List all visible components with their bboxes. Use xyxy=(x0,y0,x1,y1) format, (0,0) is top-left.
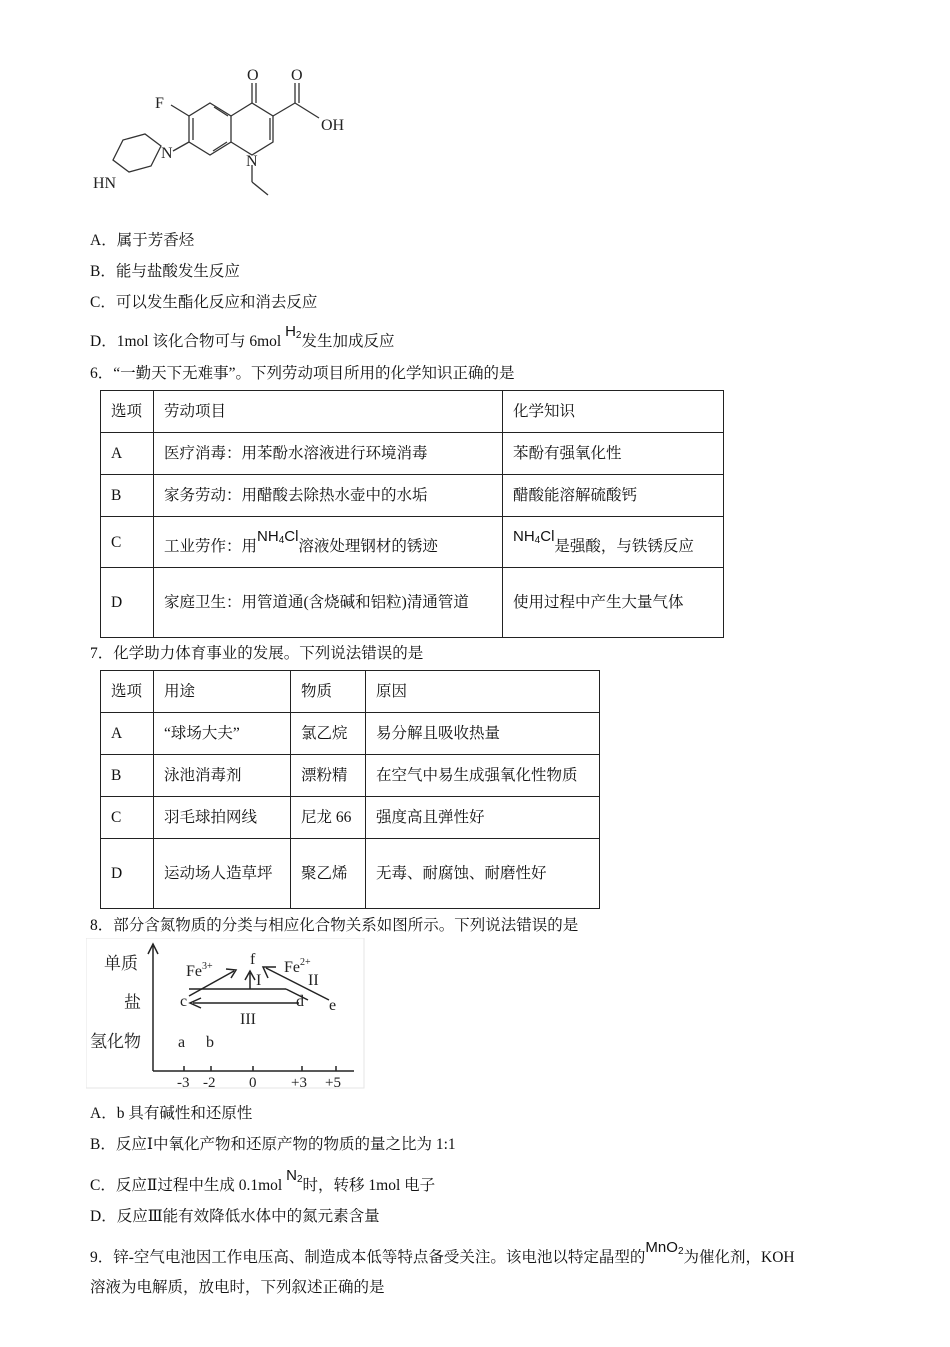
table-row xyxy=(101,713,600,755)
header-cell: 劳动项目 xyxy=(154,391,503,433)
q9-question-line-2: 溶液为电解质，放电时，下列叙述正确的是 xyxy=(90,1279,385,1296)
cell-option: C xyxy=(101,517,154,568)
option-text-suffix: 发生加成反应 xyxy=(301,333,395,350)
q5-option-c xyxy=(90,290,317,312)
reaction-2-label: II xyxy=(308,972,319,989)
cell-substance: 氯乙烷 xyxy=(291,713,366,755)
cell-option: D xyxy=(101,839,154,909)
question-text: 9．锌-空气电池因工作电压高、制造成本低等特点备受关注。该电池以特定晶型的 xyxy=(90,1249,646,1266)
option-letter: A． xyxy=(90,1105,117,1122)
y-label-hydride: 氢化物 xyxy=(90,1032,141,1051)
point-b: b xyxy=(206,1034,214,1051)
option-letter: C． xyxy=(90,294,116,311)
q8-option-b xyxy=(90,1132,456,1154)
fluorine-label: F xyxy=(155,95,164,112)
piperazine-nh-label: HN xyxy=(93,175,117,192)
header-cell: 选项 xyxy=(101,391,154,433)
table-header-row xyxy=(101,391,724,433)
cell-item: 家庭卫生：用管道通(含烧碱和铝粒)清通管道 xyxy=(154,568,503,638)
x-tick-label: +3 xyxy=(291,1075,307,1090)
point-d: d xyxy=(296,993,304,1010)
table-header-row xyxy=(101,671,600,713)
q7-table xyxy=(100,670,600,909)
table-row xyxy=(101,755,600,797)
cell-option: A xyxy=(101,433,154,475)
header-cell: 用途 xyxy=(154,671,291,713)
q6-table xyxy=(100,390,724,638)
option-letter: B． xyxy=(90,1136,116,1153)
q8-option-c xyxy=(90,1167,436,1195)
cell-knowledge: 醋酸能溶解硫酸钙 xyxy=(503,475,724,517)
cell-option: D xyxy=(101,568,154,638)
cell-reason: 强度高且弹性好 xyxy=(366,797,600,839)
mno2-formula: MnO$_2$ xyxy=(645,1239,684,1257)
cell-use: 泳池消毒剂 xyxy=(154,755,291,797)
option-text: 能与盐酸发生反应 xyxy=(115,263,240,280)
acid-o-label: O xyxy=(291,67,303,84)
option-text: 可以发生酯化反应和消去反应 xyxy=(115,294,318,311)
cell-substance: 尼龙 66 xyxy=(291,797,366,839)
cell-knowledge: 苯酚有强氧化性 xyxy=(503,433,724,475)
cell-use: “球场大夫” xyxy=(154,713,291,755)
x-tick-label: +5 xyxy=(325,1075,341,1090)
header-cell: 原因 xyxy=(366,671,600,713)
quinolone-n-label: N xyxy=(246,153,258,170)
y-label-salt: 盐 xyxy=(124,993,141,1012)
q7-question: 7．化学助力体育事业的发展。下列说法错误的是 xyxy=(90,645,424,662)
q9-question-line-1 xyxy=(90,1239,795,1267)
q8-question: 8．部分含氮物质的分类与相应化合物关系如图所示。下列说法错误的是 xyxy=(90,917,579,934)
nh4cl-formula: $NH_4Cl$ xyxy=(513,527,555,546)
reaction-3-label: III xyxy=(240,1011,256,1028)
table-row xyxy=(101,517,724,568)
cell-use: 羽毛球拍网线 xyxy=(154,797,291,839)
x-tick-label: -2 xyxy=(203,1075,216,1090)
cell-option: B xyxy=(101,475,154,517)
cell-item: 工业劳作：用$NH_4Cl$溶液处理钢材的锈迹 xyxy=(154,517,503,568)
option-text: 反应Ⅰ中氧化产物和还原产物的物质的量之比为 1:1 xyxy=(115,1136,456,1153)
option-text: 1mol 该化合物可与 6mol xyxy=(116,333,282,350)
cell-use: 运动场人造草坪 xyxy=(154,839,291,909)
table-row xyxy=(101,433,724,475)
option-text-suffix: 时，转移 1mol 电子 xyxy=(302,1177,436,1194)
cell-option: B xyxy=(101,755,154,797)
ketone-o-label: O xyxy=(247,67,259,84)
y-label-element: 单质 xyxy=(104,954,138,973)
piperazine-n-label: N xyxy=(161,145,173,162)
point-f: f xyxy=(250,951,256,968)
option-letter: C． xyxy=(90,1177,116,1194)
question-text-suffix: 为催化剂，KOH xyxy=(683,1249,795,1266)
molecule-structure xyxy=(85,60,370,210)
point-e: e xyxy=(329,997,337,1014)
cell-substance: 漂粉精 xyxy=(291,755,366,797)
table-row xyxy=(101,839,600,909)
fe2-label: $Fe^{2+}$ xyxy=(284,957,311,976)
option-text: 反应Ⅱ过程中生成 0.1mol xyxy=(115,1177,283,1194)
fe3-label: $Fe^{3+}$ xyxy=(186,961,213,980)
option-text: 反应Ⅲ能有效降低水体中的氮元素含量 xyxy=(116,1208,380,1225)
cell-item: 医疗消毒：用苯酚水溶液进行环境消毒 xyxy=(154,433,503,475)
nitrogen-valence-diagram xyxy=(86,938,366,1090)
cell-item: 家务劳动：用醋酸去除热水壶中的水垢 xyxy=(154,475,503,517)
option-text: b 具有碱性和还原性 xyxy=(116,1105,253,1122)
option-letter: B． xyxy=(90,263,116,280)
point-a: a xyxy=(178,1034,186,1051)
q5-option-a xyxy=(90,228,194,250)
q5-option-d xyxy=(90,323,395,351)
cell-option: A xyxy=(101,713,154,755)
nh4cl-formula: $NH_4Cl$ xyxy=(257,527,299,546)
q8-option-a xyxy=(90,1101,252,1123)
q8-option-d xyxy=(90,1204,380,1226)
header-cell: 物质 xyxy=(291,671,366,713)
cell-option: C xyxy=(101,797,154,839)
table-row xyxy=(101,797,600,839)
option-text: 属于芳香烃 xyxy=(116,232,195,249)
cell-reason: 无毒、耐腐蚀、耐磨性好 xyxy=(366,839,600,909)
x-tick-label: 0 xyxy=(249,1075,257,1090)
cell-reason: 易分解且吸收热量 xyxy=(366,713,600,755)
q6-question: 6．“一勤天下无难事”。下列劳动项目所用的化学知识正确的是 xyxy=(90,365,515,382)
option-letter: D． xyxy=(90,1208,117,1225)
table-row xyxy=(101,568,724,638)
cell-knowledge: 使用过程中产生大量气体 xyxy=(503,568,724,638)
table-row xyxy=(101,475,724,517)
cell-reason: 在空气中易生成强氧化性物质 xyxy=(366,755,600,797)
reaction-1-label: I xyxy=(256,972,262,989)
option-letter: A． xyxy=(90,232,117,249)
q5-option-b xyxy=(90,259,240,281)
x-tick-label: -3 xyxy=(177,1075,190,1090)
point-c: c xyxy=(180,993,188,1010)
cell-substance: 聚乙烯 xyxy=(291,839,366,909)
cell-knowledge: $NH_4Cl$是强酸，与铁锈反应 xyxy=(503,517,724,568)
option-letter: D． xyxy=(90,333,117,350)
header-cell: 化学知识 xyxy=(503,391,724,433)
header-cell: 选项 xyxy=(101,671,154,713)
n2-formula: $N_2$ xyxy=(286,1167,303,1185)
h2-formula: $H_2$ xyxy=(285,323,302,341)
hydroxyl-label: OH xyxy=(321,117,345,134)
